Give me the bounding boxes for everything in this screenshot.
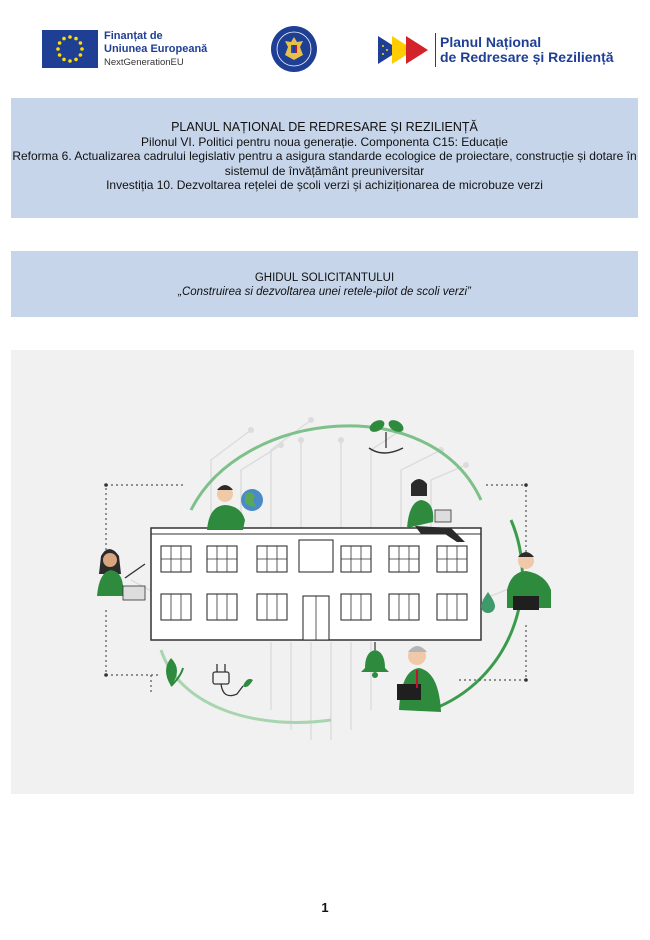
guide-subtitle: „Construirea si dezvoltarea unei retele-pilot de scoli verzi”: [178, 286, 471, 298]
page-number: 1: [321, 900, 329, 915]
pillar-line: Pilonul VI. Politici pentru noua generație. Componenta C15: Educație: [141, 134, 508, 149]
eu-logo-line3: NextGenerationEU: [104, 57, 184, 69]
reform-line-cont: sistemul de învățământ preuniversitar: [224, 163, 425, 178]
program-title: PLANUL NAȚIONAL DE REDRESARE ȘI REZILIENȚĂ: [171, 120, 478, 134]
green-school-illustration: [11, 350, 634, 794]
bell-icon: [361, 642, 389, 678]
pnrr-logo: [378, 32, 614, 68]
investment-line: Investiția 10. Dezvoltarea rețelei de școli verzi și achiziționarea de microbuze verzi: [106, 178, 543, 193]
green-school-building-icon: [151, 528, 481, 640]
eu-logo-line1: Finanțat de: [104, 30, 163, 42]
eu-logo-line2: Uniunea Europeană: [104, 43, 208, 56]
pnrr-logo-line2: de Redresare și Reziliență: [440, 49, 614, 65]
globe-icon: [241, 489, 263, 511]
eu-funding-logo: [42, 30, 207, 69]
pnrr-logo-line1: Planul Național: [440, 33, 542, 50]
romanian-government-seal-icon: [270, 25, 318, 73]
guide-title-box: [11, 251, 638, 317]
plug-icon: [213, 664, 253, 696]
pnrr-logo-icon: [378, 32, 432, 68]
program-title-box: [11, 98, 638, 218]
laptop-icon: [435, 510, 451, 522]
reform-line: Reforma 6. Actualizarea cadrului legislativ pentru a asigura standarde ecologice de proiectare, construcție și dotare în: [12, 149, 637, 164]
eu-flag-icon: [42, 30, 98, 68]
guide-title: GHIDUL SOLICITANTULUI: [254, 272, 395, 284]
